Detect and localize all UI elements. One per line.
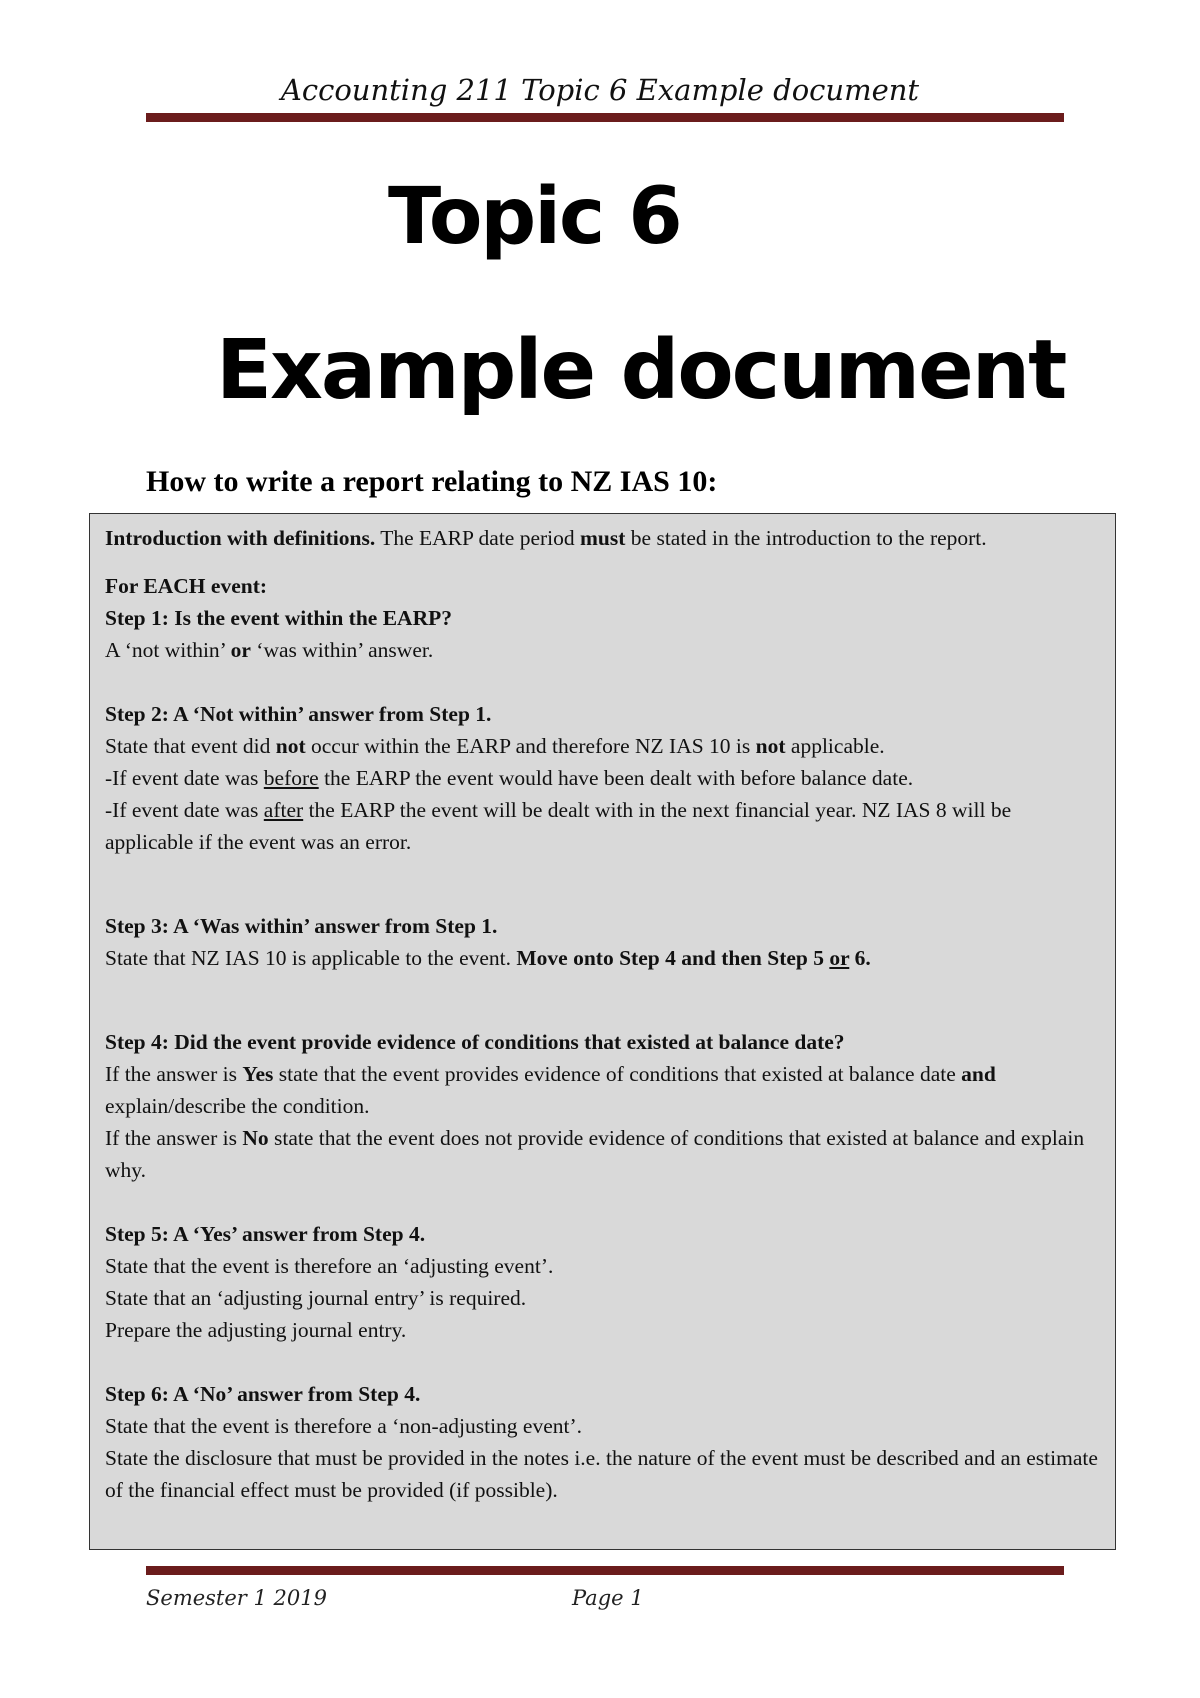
step1-heading xyxy=(105,602,1101,634)
step2-l2-b: the EARP the event would have been dealt with before balance date. xyxy=(318,766,914,790)
title-line-1: Topic 6 xyxy=(388,172,681,262)
intro-text-a: The EARP date period xyxy=(375,526,581,550)
step3-b: Move onto Step 4 and then Step 5 xyxy=(516,946,830,970)
step2-heading-text: Step 2: A ‘Not within’ answer from Step 1. xyxy=(105,702,492,726)
footer-rule xyxy=(146,1566,1064,1575)
step5-line-1: State that the event is therefore an ‘adjusting event’. xyxy=(105,1254,554,1278)
step2-l3-b: the EARP the event will be dealt with in the next financial year. NZ IAS 8 will be applicable if the event was an error. xyxy=(105,798,1012,854)
step4-line-1 xyxy=(105,1058,1101,1122)
step3-a: State that NZ IAS 10 is applicable to the event. xyxy=(105,946,517,970)
step2-l2-a: -If event date was xyxy=(105,766,264,790)
intro-text-b: be stated in the introduction to the report. xyxy=(625,526,987,550)
title-line-2: Example document xyxy=(216,323,1066,418)
step2-heading xyxy=(105,698,1101,730)
step3-text xyxy=(105,942,1101,974)
header-rule xyxy=(146,113,1064,122)
step6-line-1: State that the event is therefore a ‘non-adjusting event’. xyxy=(105,1414,583,1438)
step5-heading xyxy=(105,1218,1101,1250)
step5-line-2: State that an ‘adjusting journal entry’ is required. xyxy=(105,1286,527,1310)
report-steps-box xyxy=(89,513,1116,1550)
step1-a: A ‘not within’ xyxy=(105,638,231,662)
step4-yes: Yes xyxy=(242,1062,274,1086)
step6-heading-text: Step 6: A ‘No’ answer from Step 4. xyxy=(105,1382,421,1406)
step4-l1-b: state that the event provides evidence of conditions that existed at balance date xyxy=(273,1062,962,1086)
step1-b: ‘was within’ answer. xyxy=(250,638,434,662)
step4-l2-a: If the answer is xyxy=(105,1126,243,1150)
step4-l2-b: state that the event does not provide evidence of conditions that existed at balance and explain why. xyxy=(105,1126,1085,1182)
step4-line-2 xyxy=(105,1122,1101,1186)
step2-l1-b: occur within the EARP and therefore NZ IAS 10 is xyxy=(305,734,756,758)
step2-not-1: not xyxy=(275,734,306,758)
footer-page-number: Page 1 xyxy=(572,1586,644,1610)
step4-l1-a: If the answer is xyxy=(105,1062,243,1086)
step1-or: or xyxy=(230,638,251,662)
step2-l1-c: applicable. xyxy=(785,734,885,758)
step5-line-3: Prepare the adjusting journal entry. xyxy=(105,1318,407,1342)
step4-heading xyxy=(105,1026,1101,1058)
step1-heading-text: Step 1: Is the event within the EARP? xyxy=(105,606,452,630)
step3-c: 6. xyxy=(849,946,871,970)
step4-and: and xyxy=(961,1062,996,1086)
step2-l3-a: -If event date was xyxy=(105,798,264,822)
step6-heading xyxy=(105,1378,1101,1410)
step1-text xyxy=(105,634,1101,666)
step4-heading-text: Step 4: Did the event provide evidence of conditions that existed at balance date? xyxy=(105,1030,845,1054)
section-heading: How to write a report relating to NZ IAS 10: xyxy=(146,465,718,498)
step3-bold xyxy=(516,946,870,970)
intro-bold: Introduction with definitions. xyxy=(105,526,376,550)
step6-line-2: State the disclosure that must be provided in the notes i.e. the nature of the event must be described and an estimate of the financial effect must be provided (if possible). xyxy=(105,1446,1098,1502)
step2-not-2: not xyxy=(755,734,786,758)
step2-l1-a: State that event did xyxy=(105,734,276,758)
for-each-text: For EACH event: xyxy=(105,574,268,598)
step3-or: or xyxy=(829,946,850,970)
running-header: Accounting 211 Topic 6 Example document xyxy=(280,73,920,107)
step2-before: before xyxy=(263,766,319,790)
step2-line-3 xyxy=(105,794,1101,858)
step5-heading-text: Step 5: A ‘Yes’ answer from Step 4. xyxy=(105,1222,426,1246)
step2-after: after xyxy=(263,798,304,822)
step2-line-1 xyxy=(105,730,1101,762)
step2-line-2 xyxy=(105,762,1101,794)
step3-heading xyxy=(105,910,1101,942)
step4-l1-c: explain/describe the condition. xyxy=(105,1094,370,1118)
step3-heading-text: Step 3: A ‘Was within’ answer from Step 1. xyxy=(105,914,498,938)
intro-paragraph xyxy=(105,522,1101,554)
intro-must: must xyxy=(580,526,626,550)
footer-semester: Semester 1 2019 xyxy=(146,1586,327,1610)
for-each-heading xyxy=(105,570,1101,602)
step4-no: No xyxy=(242,1126,269,1150)
